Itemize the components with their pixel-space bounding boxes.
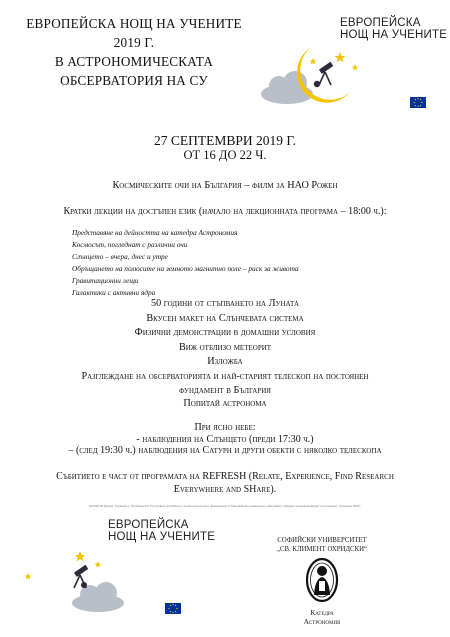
refresh-note <box>0 470 450 496</box>
title-line: ЕВРОПЕЙСКА НОЩ НА УЧЕНИТЕ <box>26 16 242 31</box>
list-item: - наблюдения на Слънцето (преди 17:30 ч.) <box>136 433 314 445</box>
event-title <box>0 14 268 90</box>
moon-telescope-icon <box>255 40 375 112</box>
funding-disclaimer: REFRESH (Relate, Experience, Find Research Everywhere and SHare) е 24-месечен проект, финансиран от Европейската комисия по действията „Мария Склодовска-Кюри“ на програма „Хоризонт 2020“ <box>89 504 361 508</box>
star-icon <box>25 551 102 580</box>
university-line: „СВ. КЛИМЕНТ ОХРИДСКИ“ <box>276 545 368 553</box>
list-item: Вкусен макет на Слънчевата система <box>146 312 304 324</box>
eu-flag-icon <box>410 97 426 108</box>
film-item: Космическите очи на България – филм за НАО Рожен <box>112 180 338 191</box>
clear-sky-section <box>0 422 450 457</box>
title-line: 2019 Г. <box>113 35 155 50</box>
list-item: Слънцето – вчера, днес и утре <box>72 252 168 261</box>
refresh-line: Everywhere and SHare). <box>173 484 277 495</box>
researchers-night-logo-text <box>340 17 450 41</box>
list-item: Обръщането на полюсите на земното магнитно поле – риск за живота <box>72 264 299 273</box>
university-name <box>272 537 372 554</box>
ask-astronomer: Попитай астронома <box>183 398 267 409</box>
logo-line: ЕВРОПЕЙСКА <box>340 17 421 29</box>
list-item: Виж отблизо метеорит <box>178 341 272 353</box>
event-date: 27 СЕПТЕМВРИ 2019 Г. <box>153 133 297 148</box>
cloud-icon <box>72 582 124 612</box>
department-line: Астрономия <box>303 617 341 626</box>
moon-telescope-icon <box>18 545 133 615</box>
university-seal-icon <box>305 557 339 603</box>
department-name <box>272 608 372 626</box>
logo-line: НОЩ НА УЧЕНИТЕ <box>340 29 448 41</box>
eu-flag-icon <box>165 603 181 614</box>
lectures-heading: Кратки лекции на достъпен език (начало на лекционната програма – 18:00 ч.): <box>63 206 387 217</box>
activities-list <box>0 297 450 399</box>
university-line: СОФИЙСКИ УНИВЕРСИТЕТ <box>277 537 367 544</box>
list-item: Представяне на дейността на катедра Астрономия <box>72 228 238 237</box>
telescope-icon <box>74 565 88 588</box>
lectures-list <box>72 227 299 299</box>
list-item: Космосът, погледнат с различни очи <box>72 240 188 249</box>
title-line: ОБСЕРВАТОРИЯ НА СУ <box>60 73 208 88</box>
list-item: Разглеждане на обсерваторията и най-старият телескоп на постоянен <box>81 370 369 382</box>
list-item: Физични демонстрации в домашни условия <box>134 327 316 338</box>
title-line: В АСТРОНОМИЧЕСКАТА <box>54 54 214 69</box>
list-item: фундамент в България <box>179 385 271 396</box>
list-item: Галактики с активни ядра <box>72 288 156 297</box>
telescope-icon <box>314 62 333 87</box>
logo-line: НОЩ НА УЧЕНИТЕ <box>108 531 216 543</box>
list-item: – (след 19:30 ч.) наблюдения на Сатурн и други обекти с няколко телескопа <box>68 445 382 456</box>
logo-line: ЕВРОПЕЙСКА <box>108 519 189 531</box>
list-item: Гравитационни лещи <box>72 276 139 285</box>
list-item: 50 години от стъпването на Луната <box>150 298 300 309</box>
clear-sky-heading: При ясно небе: <box>194 422 256 433</box>
event-time: ОТ 16 ДО 22 Ч. <box>183 148 267 162</box>
refresh-line: Събитието е част от програмата на REFRESH (Relate, Experience, Find Research <box>56 471 394 482</box>
star-icon <box>310 52 359 71</box>
department-line: Катедра <box>310 608 334 617</box>
list-item: Изложба <box>207 356 243 367</box>
researchers-night-logo-text <box>108 519 218 543</box>
